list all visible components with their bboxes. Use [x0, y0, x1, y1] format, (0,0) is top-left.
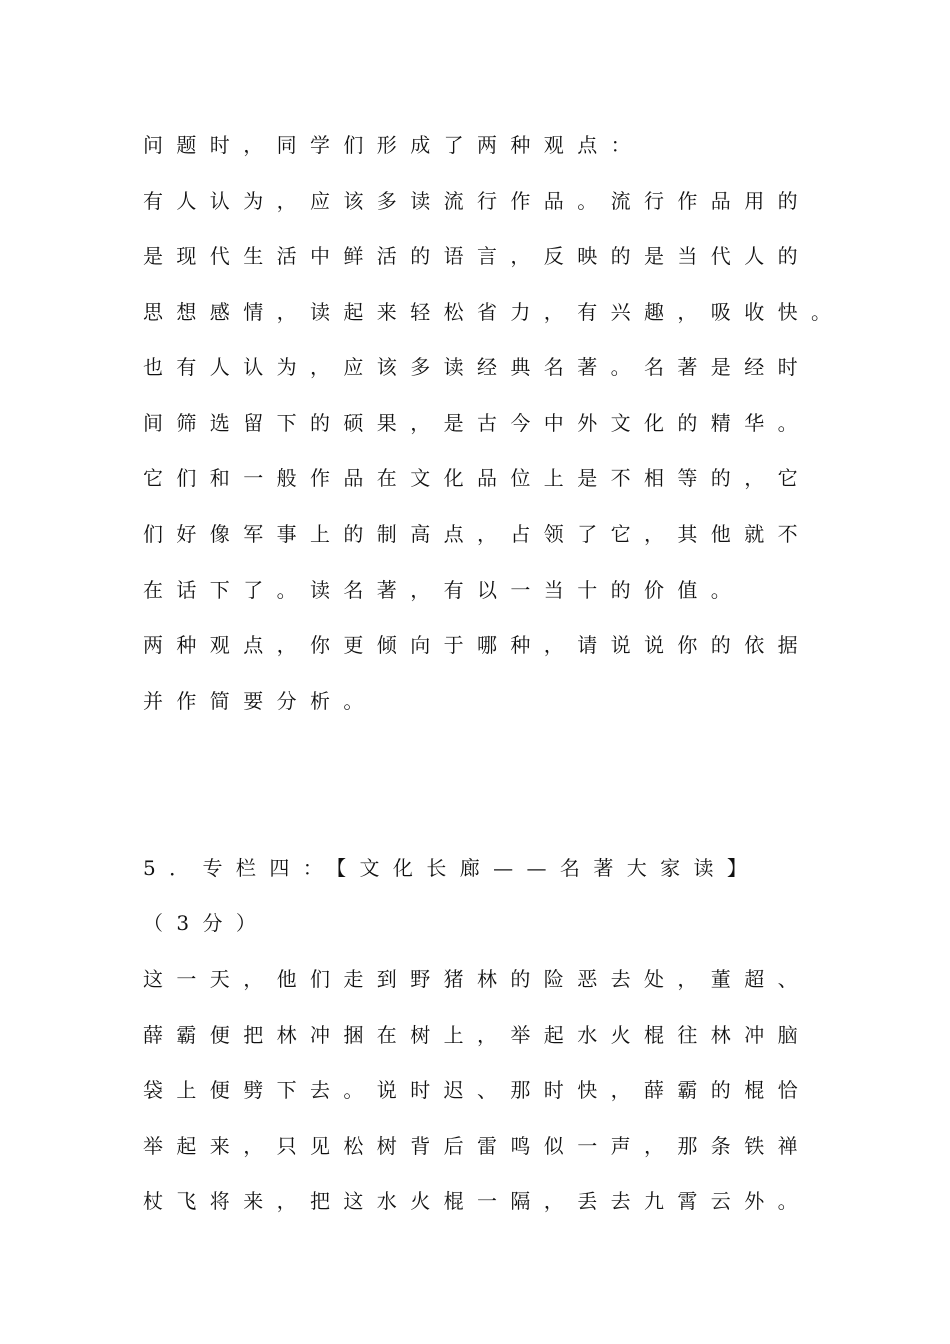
passage-line: 杖飞将来，把这水火棍一隔，丢去九霄云外。: [143, 1189, 811, 1213]
passage-line: 薛霸便把林冲捆在树上，举起水火棍往林冲脑: [143, 1023, 811, 1047]
text-line: 间筛选留下的硕果，是古今中外文化的精华。: [143, 411, 811, 435]
text-line: 它们和一般作品在文化品位上是不相等的，它: [143, 466, 811, 490]
passage-line: 袋上便劈下去。说时迟、那时快，薛霸的棍恰: [143, 1078, 811, 1102]
text-line: 两种观点，你更倾向于哪种，请说说你的依据: [143, 633, 811, 657]
text-line: 们好像军事上的制高点，占领了它，其他就不: [143, 522, 811, 546]
passage-line: 举起来，只见松树背后雷鸣似一声，那条铁禅: [143, 1134, 811, 1158]
text-line: 有人认为，应该多读流行作品。流行作品用的: [143, 189, 811, 213]
passage-line: 这一天，他们走到野猪林的险恶去处，董超、: [143, 967, 811, 991]
question-heading: 5．专栏四：【文化长廊——名著大家读】: [143, 856, 761, 880]
text-line: 是现代生活中鲜活的语言，反映的是当代人的: [143, 244, 811, 268]
text-line: 也有人认为，应该多读经典名著。名著是经时: [143, 355, 811, 379]
text-line: 并作简要分析。: [143, 689, 377, 713]
text-line: 思想感情，读起来轻松省力，有兴趣，吸收快。: [143, 300, 845, 324]
question-score: （3分）: [143, 911, 270, 935]
text-line: 问题时，同学们形成了两种观点：: [143, 133, 644, 157]
text-line: 在话下了。读名著，有以一当十的价值。: [143, 578, 745, 602]
